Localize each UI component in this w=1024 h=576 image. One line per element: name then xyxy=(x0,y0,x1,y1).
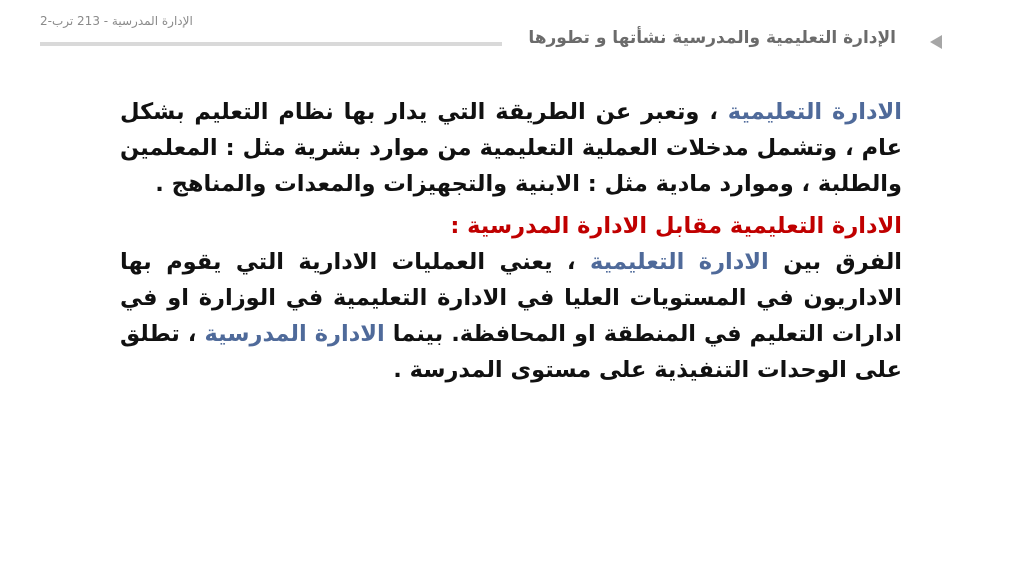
comparison-text-2: ، يعني العمليات الادارية التي يقوم بها الاداريون في المستويات العليا في الادارة التعليمية في الوزارة او في ادارات التعليم في المنطقة او المحافظة. بينما xyxy=(120,249,903,347)
slide-body xyxy=(120,94,902,388)
paragraph-comparison xyxy=(120,244,902,388)
course-label: الإدارة المدرسية - 213 ترب-2 xyxy=(40,14,193,28)
slide-title: الإدارة التعليمية والمدرسية نشأتها و تطورها xyxy=(528,28,896,48)
term-educational-administration: الادارة التعليمية xyxy=(727,99,902,125)
comparison-text-1: الفرق بين xyxy=(768,249,903,275)
term-school-administration: الادارة المدرسية xyxy=(204,321,385,347)
header-divider xyxy=(40,42,502,46)
comparison-text-3: ، تطلق على الوحدات التنفيذية على مستوى المدرسة . xyxy=(120,321,902,383)
section-heading: الادارة التعليمية مقابل الادارة المدرسية : xyxy=(450,213,902,239)
term-educational-administration-2: الادارة التعليمية xyxy=(590,249,769,275)
paragraph-definition xyxy=(120,94,902,202)
definition-text: ، وتعبر عن الطريقة التي يدار بها نظام التعليم بشكل عام ، وتشمل مدخلات العملية التعليمية من موارد بشرية مثل : المعلمين والطلبة ، وموارد مادية مثل : الابنية والتجهيزات والمعدات والمناهج . xyxy=(120,99,902,197)
triangle-left-icon[interactable] xyxy=(930,35,942,49)
